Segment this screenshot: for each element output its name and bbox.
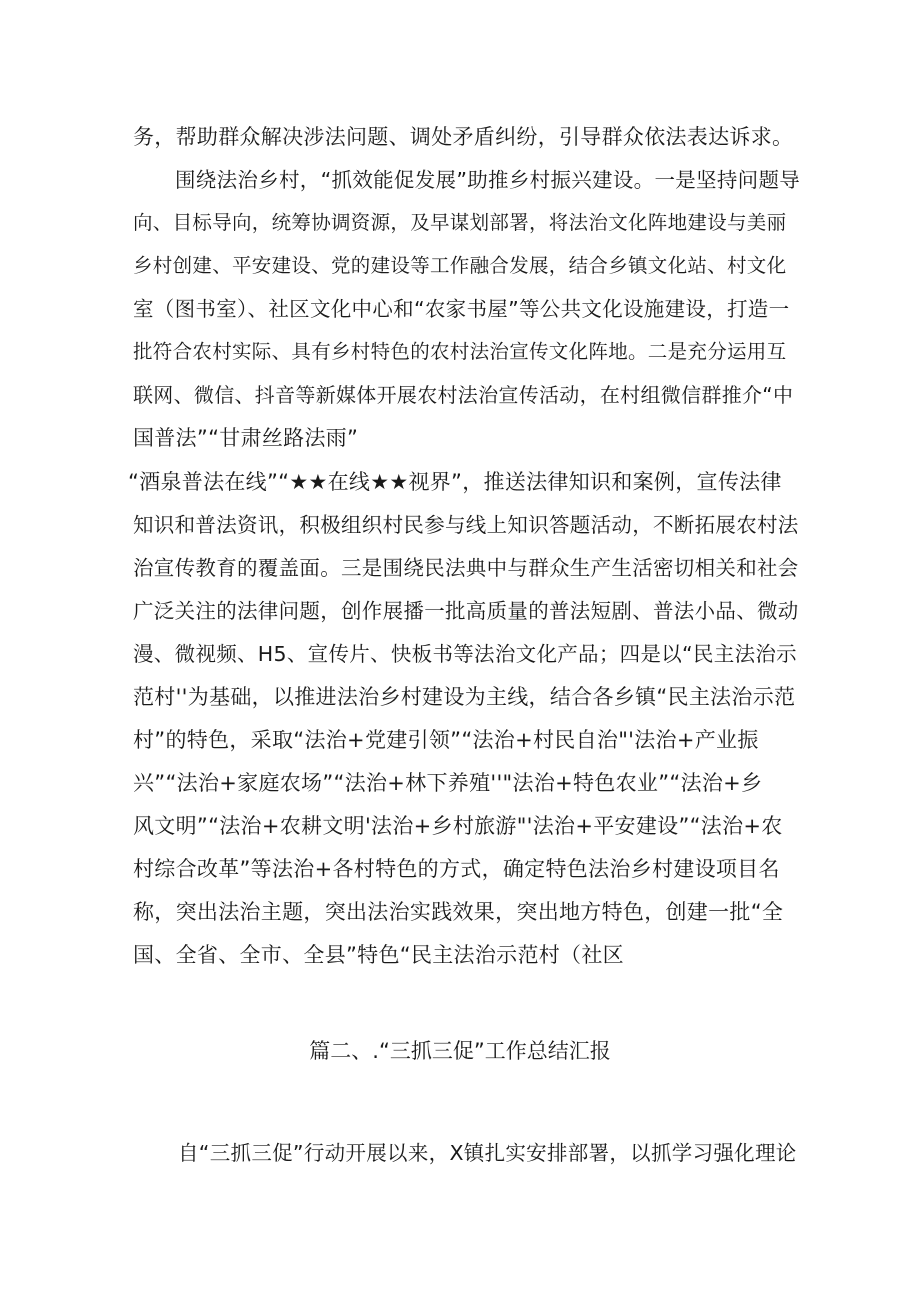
body-line: 批符合农村实际、具有乡村特色的农村法治宣传文化阵地。二是充分运用互 — [133, 340, 787, 363]
body-line: 联网、微信、抖音等新媒体开展农村法治宣传活动，在村组微信群推介“中 — [133, 383, 794, 407]
body-line: 村”的特色，采取“法治+党建引领”“法治+村民自治"'法治+产业振 — [133, 728, 759, 752]
body-line: 国、全省、全市、全县”特色“民主法治示范村（社区 — [133, 943, 624, 967]
body-line: 向、目标导向，统筹协调资源，及早谋划部署，将法治文化阵地建设与美丽 — [133, 211, 787, 234]
body-line: 风文明”“法治+农耕文明'法治+乡村旅游"'法治+平安建设”“法治+农 — [133, 814, 783, 838]
body-line: 称，突出法治主题，突出法治实践效果，突出地方特色，创建一批“全 — [133, 900, 784, 924]
section-title: 篇二、.“三抓三促”工作总结汇报 — [309, 1039, 611, 1063]
body-line: 室（图书室）、社区文化中心和“农家书屋”等公共文化设施建设，打造一 — [133, 297, 790, 321]
body-line: 乡村创建、平安建设、党的建设等工作融合发展，结合乡镇文化站、村文化 — [133, 254, 787, 277]
body-line: 务，帮助群众解决涉法问题、调处矛盾纠纷，引导群众依法表达诉求。 — [133, 125, 794, 149]
body-line: 村综合改革”等法治+各村特色的方式，确定特色法治乡村建设项目名 — [133, 857, 780, 881]
body-line: 围绕法治乡村，“抓效能促发展”助推乡村振兴建设。一是坚持问题导 — [175, 168, 801, 192]
body-line: 国普法”“甘肃丝路法雨” — [133, 426, 359, 450]
body-line: 知识和普法资讯，积极组织村民参与线上知识答题活动，不断拓展农村法 — [133, 513, 799, 537]
body-line: 兴”“法治+家庭农场”“法治+林下养殖''"法治+特色农业”“法治+乡 — [133, 771, 763, 795]
body-line: 漫、微视频、H5、宣传片、快板书等法治文化产品；四是以“民主法治示 — [133, 642, 797, 666]
body-line: “酒泉普法在线”“★★在线★★视界”，推送法律知识和案例，宣传法律 — [128, 470, 782, 494]
body-line: 范村''为基础，以推进法治乡村建设为主线，结合各乡镇“民主法治示范 — [133, 685, 796, 709]
body-line: 治宣传教育的覆盖面。三是围绕民法典中与群众生产生活密切相关和社会 — [133, 556, 799, 580]
body-line: 广泛关注的法律问题，创作展播一批高质量的普法短剧、普法小品、微动 — [133, 599, 799, 623]
section-first-line: 自“三抓三促”行动开展以来，X镇扎实安排部署，以抓学习强化理论 — [178, 1141, 797, 1165]
